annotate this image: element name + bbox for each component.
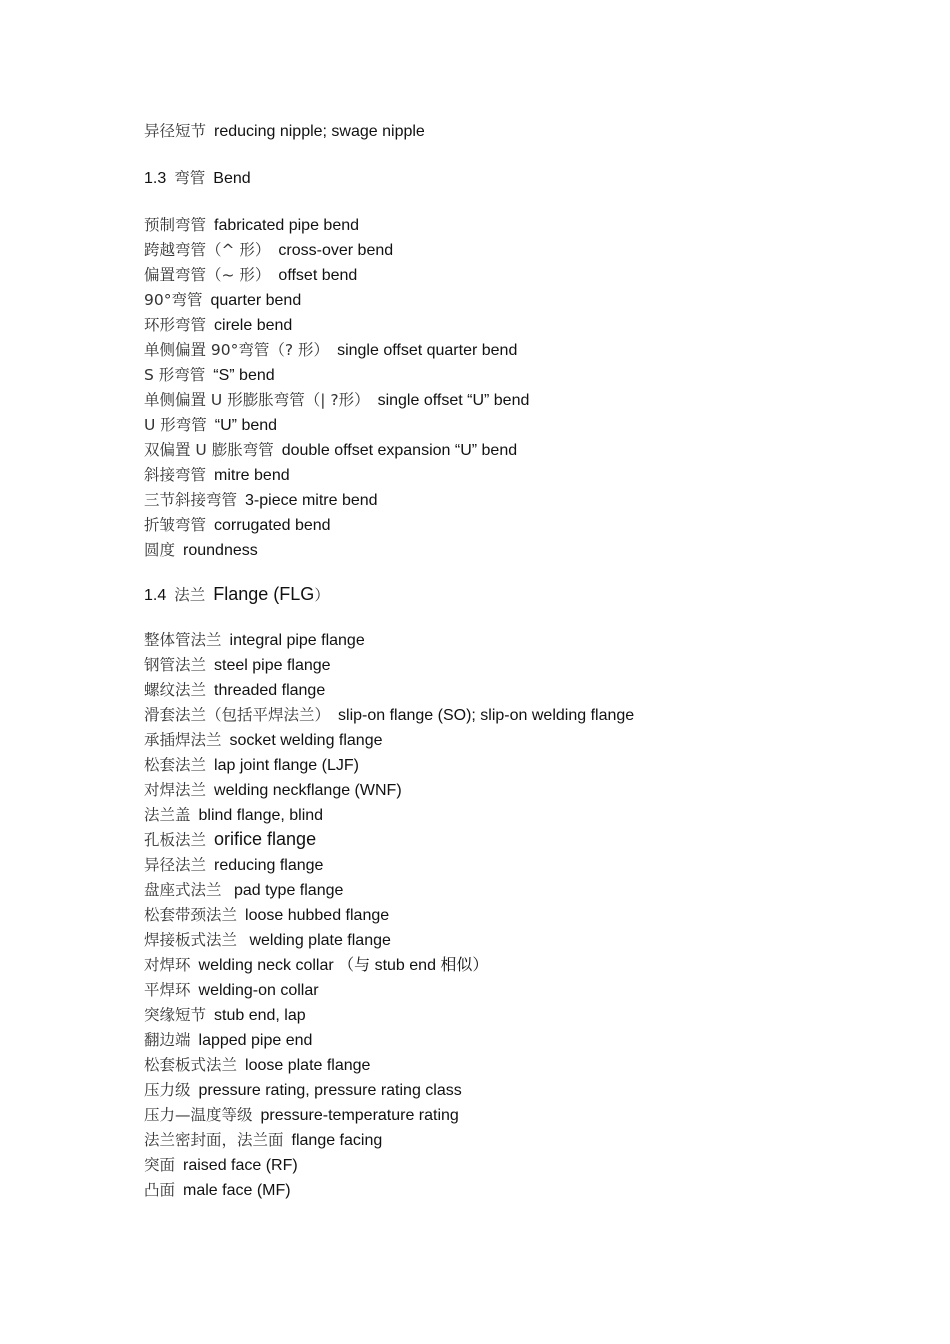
term-en: orifice flange — [214, 829, 317, 849]
term-zh: 异径法兰 — [144, 856, 207, 874]
term-en: lapped pipe end — [198, 1032, 313, 1049]
term-row — [144, 1152, 904, 1177]
term-zh: 突缘短节 — [144, 1006, 207, 1024]
section-title-zh: 弯管 — [174, 169, 206, 187]
term-row — [144, 512, 904, 537]
term-row — [144, 462, 904, 487]
term-zh: 法兰盖 — [144, 806, 191, 824]
term-en: offset bend — [278, 267, 358, 284]
term-zh: 单侧偏置 90°弯管（? 形） — [144, 341, 330, 359]
term-row — [144, 487, 904, 512]
term-en: fabricated pipe bend — [214, 217, 360, 234]
term-zh: 压力—温度等级 — [144, 1106, 253, 1124]
term-en: “S” bend — [213, 367, 275, 384]
term-en: “U” bend — [214, 417, 278, 434]
term-zh: U 形弯管 — [144, 416, 207, 434]
term-row — [144, 1177, 904, 1202]
term-zh: 双偏置 U 膨胀弯管 — [144, 441, 274, 459]
term-en: welding neck collar （与 stub end 相似） — [198, 957, 489, 974]
term-en: double offset expansion “U” bend — [281, 442, 518, 459]
term-zh: 异径短节 — [144, 122, 207, 140]
term-row — [144, 852, 904, 877]
term-row — [144, 337, 904, 362]
term-row — [144, 777, 904, 802]
term-en: roundness — [183, 542, 258, 559]
term-en: pressure rating, pressure rating class — [198, 1082, 462, 1099]
term-row — [144, 237, 904, 262]
term-row — [144, 1052, 904, 1077]
term-zh: 法兰密封面，法兰面 — [144, 1131, 284, 1149]
term-en: stub end, lap — [214, 1007, 306, 1024]
term-en: blind flange, blind — [198, 807, 324, 824]
term-en: reducing flange — [214, 857, 324, 874]
term-row — [144, 287, 904, 312]
term-zh: 跨越弯管（^ 形） — [144, 241, 271, 259]
term-row — [144, 677, 904, 702]
term-row — [144, 877, 904, 902]
term-zh: 折皱弯管 — [144, 516, 207, 534]
term-en: corrugated bend — [214, 517, 331, 534]
term-row — [144, 1102, 904, 1127]
term-zh: 松套板式法兰 — [144, 1056, 238, 1074]
term-zh: 盘座式法兰 — [144, 881, 222, 899]
term-en: cirele bend — [214, 317, 293, 334]
term-row — [144, 1027, 904, 1052]
term-zh: S 形弯管 — [144, 366, 206, 384]
term-row — [144, 952, 904, 977]
term-row — [144, 1127, 904, 1152]
term-row — [144, 627, 904, 652]
term-en: cross-over bend — [278, 242, 394, 259]
section-title-tail: ） — [314, 586, 330, 604]
term-zh: 斜接弯管 — [144, 466, 207, 484]
term-zh: 钢管法兰 — [144, 656, 207, 674]
section-heading-flange — [144, 582, 904, 607]
term-row — [144, 362, 904, 387]
term-row — [144, 652, 904, 677]
term-zh: 孔板法兰 — [144, 831, 207, 849]
term-zh: 90°弯管 — [144, 291, 203, 309]
term-zh: 单侧偏置 U 形膨胀弯管（| ?形） — [144, 391, 370, 409]
term-zh: 偏置弯管（~ 形） — [144, 266, 271, 284]
term-zh: 三节斜接弯管 — [144, 491, 238, 509]
term-en: slip-on flange (SO); slip-on welding flange — [338, 707, 635, 724]
term-en: pressure-temperature rating — [260, 1107, 459, 1124]
term-zh: 对焊法兰 — [144, 781, 207, 799]
term-row — [144, 802, 904, 827]
term-row — [144, 537, 904, 562]
term-en: steel pipe flange — [214, 657, 331, 674]
term-en: reducing nipple; swage nipple — [214, 123, 425, 140]
flange-term-list — [144, 627, 904, 1202]
term-row — [144, 827, 904, 852]
term-en: welding neckflange (WNF) — [214, 782, 402, 799]
term-row — [144, 412, 904, 437]
term-zh: 松套带颈法兰 — [144, 906, 238, 924]
section-heading-bend — [144, 165, 904, 190]
term-row — [144, 437, 904, 462]
term-zh: 预制弯管 — [144, 216, 207, 234]
term-zh: 松套法兰 — [144, 756, 207, 774]
term-en: welding plate flange — [245, 932, 391, 949]
term-zh: 圆度 — [144, 541, 176, 559]
term-en: raised face (RF) — [183, 1157, 298, 1174]
term-row — [144, 312, 904, 337]
term-row — [144, 387, 904, 412]
term-en: integral pipe flange — [229, 632, 365, 649]
term-row — [144, 212, 904, 237]
term-en: threaded flange — [214, 682, 326, 699]
term-en: quarter bend — [210, 292, 302, 309]
section-number: 1.3 — [144, 170, 167, 187]
term-row — [144, 752, 904, 777]
term-en: loose plate flange — [245, 1057, 371, 1074]
term-zh: 整体管法兰 — [144, 631, 222, 649]
term-row — [144, 702, 904, 727]
term-en: lap joint flange (LJF) — [214, 757, 359, 774]
term-zh: 平焊环 — [144, 981, 191, 999]
term-row — [144, 977, 904, 1002]
term-zh: 螺纹法兰 — [144, 681, 207, 699]
term-row — [144, 727, 904, 752]
term-zh: 翻边端 — [144, 1031, 191, 1049]
section-number: 1.4 — [144, 587, 167, 604]
section-title-zh: 法兰 — [174, 586, 206, 604]
term-en: socket welding flange — [229, 732, 383, 749]
term-zh: 焊接板式法兰 — [144, 931, 238, 949]
section-title-en: Flange (FLG — [213, 584, 315, 604]
term-en: mitre bend — [214, 467, 290, 484]
section-title-en: Bend — [213, 170, 251, 187]
term-en: single offset quarter bend — [337, 342, 518, 359]
term-en: pad type flange — [229, 882, 344, 899]
term-zh: 压力级 — [144, 1081, 191, 1099]
term-row — [144, 1077, 904, 1102]
term-zh: 对焊环 — [144, 956, 191, 974]
term-en: 3-piece mitre bend — [245, 492, 378, 509]
term-en: male face (MF) — [183, 1182, 291, 1199]
document-page — [144, 118, 904, 1202]
term-row — [144, 927, 904, 952]
term-zh: 承插焊法兰 — [144, 731, 222, 749]
term-zh: 环形弯管 — [144, 316, 207, 334]
term-row — [144, 262, 904, 287]
term-zh: 滑套法兰（包括平焊法兰） — [144, 706, 331, 724]
term-zh: 突面 — [144, 1156, 176, 1174]
term-row — [144, 902, 904, 927]
intro-line — [144, 118, 904, 143]
term-en: loose hubbed flange — [245, 907, 390, 924]
term-zh: 凸面 — [144, 1181, 176, 1199]
term-en: welding-on collar — [198, 982, 319, 999]
term-en: flange facing — [291, 1132, 383, 1149]
term-en: single offset “U” bend — [377, 392, 530, 409]
bend-term-list — [144, 212, 904, 562]
term-row — [144, 1002, 904, 1027]
